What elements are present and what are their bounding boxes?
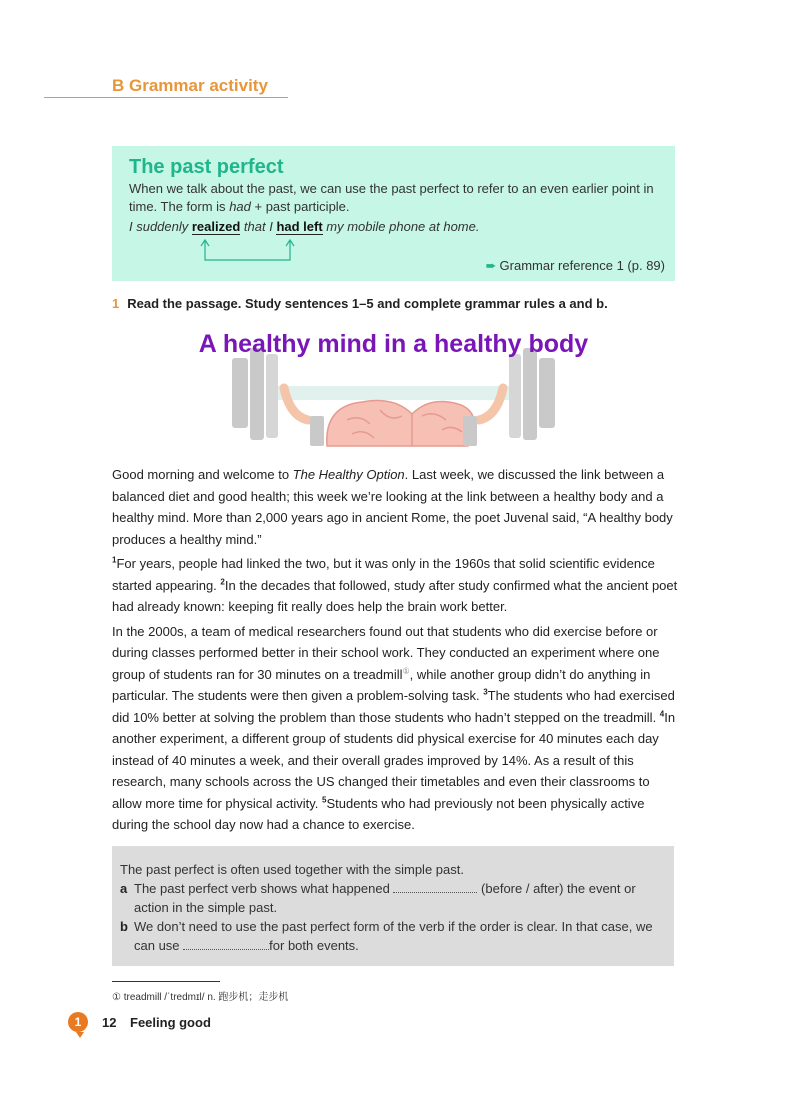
rules-intro: The past perfect is often used together with the simple past. (120, 862, 464, 877)
page-number: 12 (102, 1015, 117, 1030)
grammar-box-title: The past perfect (129, 156, 284, 178)
footnote-marker: ① (402, 666, 410, 676)
passage-paragraph: In the 2000s, a team of medical researchers found out that students who did exercise before or during classes performed better in their school work. They conducted an experiment where one group of students ran for 30 minutes on a treadmill①, while another group didn’t do anything in particular. The students were then given a problem-solving task. $^3$The students who had exercised did 10% better at solving the problem than those students who hadn’t stepped on the treadmill. $^4$In another experiment, a different group of students did physical exercise for 40 minutes each day instead of 40 minutes a week, and their overall grades improved by 14%. As a result of this research, many schools across the US changed their timetables and even their classrooms to allow more time for physical activity. $^5$Students who had previously not been physically active during the school day now had a chance to exercise. (112, 623, 676, 832)
grammar-box-text: When we talk about the past, we can use the past perfect to refer to an even earlier point in time. The form is had + past participle. (129, 181, 654, 214)
chapter-badge: 1 (68, 1012, 88, 1032)
footnote: ① treadmill /ˈtredmɪl/ n. 跑步机；走步机 (112, 992, 289, 1003)
grammar-example-sentence: I suddenly realized that I had left my mobile phone at home. (129, 219, 480, 234)
footnote-divider (112, 981, 220, 982)
section-heading: B Grammar activity (112, 76, 268, 95)
grammar-box (112, 146, 675, 281)
right-arrow-icon: ➨ (485, 258, 497, 273)
passage-paragraph: $^1$For years, people had linked the two, but it was only in the 1960s that solid scientific evidence started appearing. $^2$In the decades that followed, study after study confirmed what the ancient poet had already known: keeping fit really does help the brain work better. (112, 555, 678, 614)
rule-a: a The past perfect verb shows what happened (before / after) the event or action in the simple past. (120, 881, 636, 915)
rule-b: b We don’t need to use the past perfect form of the verb if the order is clear. In that case, we can use for both events. (120, 919, 653, 953)
reading-passage (112, 464, 678, 839)
rule-b-blank[interactable] (183, 938, 269, 950)
passage-paragraph: Good morning and welcome to The Healthy Option. Last week, we discussed the link between a balanced diet and good health; this week we’re looking at the link between a healthy body and a healthy mind. More than 2,000 years ago in ancient Rome, the poet Juvenal said, “A healthy body produces a healthy mind.” (112, 467, 673, 547)
task-instruction: 1 Read the passage. Study sentences 1–5 and complete grammar rules a and b. (112, 296, 608, 311)
rule-a-blank[interactable] (393, 881, 477, 893)
unit-title: Feeling good (130, 1015, 211, 1030)
grammar-rules-box (112, 846, 674, 966)
section-divider (44, 97, 288, 98)
passage-header (112, 328, 675, 450)
passage-title: A healthy mind in a healthy body (198, 330, 589, 358)
grammar-reference-link[interactable]: ➨ Grammar reference 1 (p. 89) (485, 258, 665, 273)
